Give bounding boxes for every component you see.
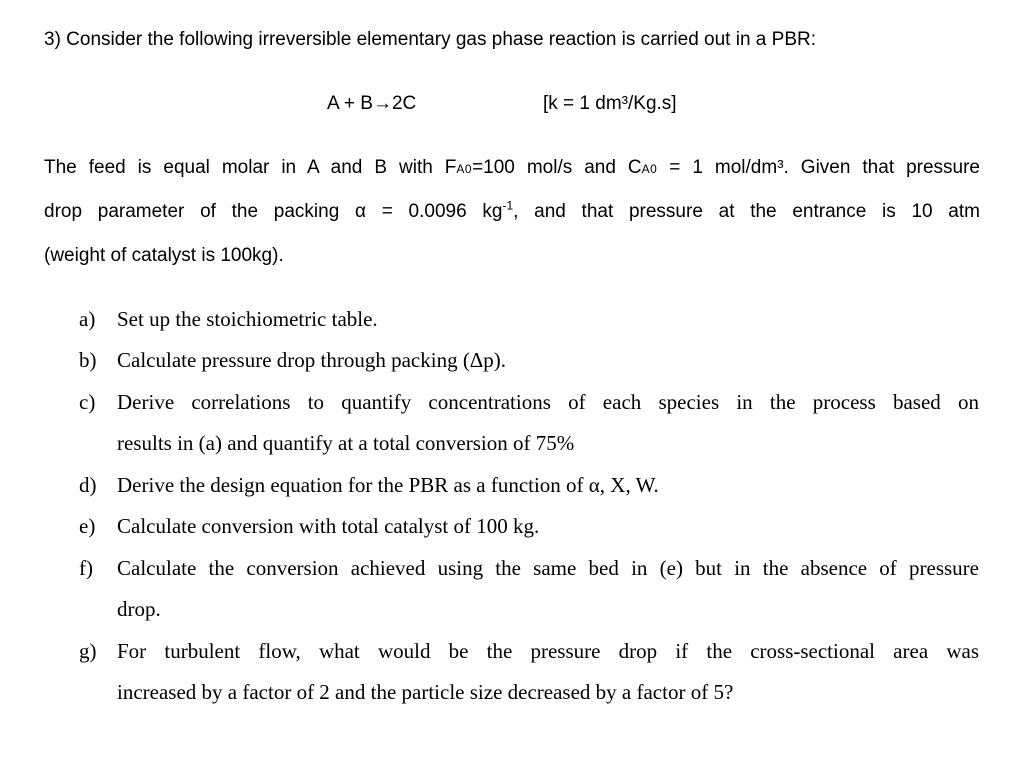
item-text: Calculate the conversion achieved using the same bed in (e) but in the absence of pressure	[117, 556, 979, 580]
item-text-continued: increased by a factor of 2 and the particle size decreased by a factor of 5?	[117, 680, 734, 704]
feed-text: drop parameter of the packing α = 0.0096 kg	[44, 201, 503, 222]
feed-text: The feed is equal molar in A and B with F	[44, 157, 457, 178]
item-label: g)	[79, 639, 97, 663]
feed-subscript: A0	[456, 162, 473, 176]
item-text: For turbulent flow, what would be the pressure drop if the cross-sectional area was	[117, 639, 979, 663]
item-label: e)	[79, 514, 96, 538]
item-label: a)	[79, 307, 96, 331]
question-title: 3) Consider the following irreversible elementary gas phase reaction is carried out in a PBR:	[44, 29, 816, 50]
feed-text: = 1 mol/dm³. Given that pressure	[657, 157, 980, 178]
feed-text: , and that pressure at the entrance is 10 atm	[513, 201, 980, 222]
item-label: c)	[79, 390, 96, 414]
rate-constant: [k = 1 dm³/Kg.s]	[543, 93, 677, 114]
item-text-continued: results in (a) and quantify at a total conversion of 75%	[117, 431, 575, 455]
feed-paragraph-line-3: (weight of catalyst is 100kg).	[44, 245, 284, 266]
feed-paragraph-line-2	[44, 198, 980, 223]
item-text: Derive correlations to quantify concentrations of each species in the process based on	[117, 390, 979, 414]
feed-paragraph-line-1	[44, 157, 980, 179]
feed-subscript: A0	[641, 162, 658, 176]
item-text: Derive the design equation for the PBR as a function of α, X, W.	[117, 473, 659, 497]
item-text: Calculate conversion with total catalyst of 100 kg.	[117, 514, 540, 538]
reaction-equation: A + B→2C	[327, 93, 417, 114]
feed-superscript: -1	[502, 198, 514, 213]
feed-text: =100 mol/s and C	[472, 157, 642, 178]
item-label: b)	[79, 348, 97, 372]
item-text-continued: drop.	[117, 597, 161, 621]
item-text: Calculate pressure drop through packing (Δp).	[117, 348, 507, 372]
item-text: Set up the stoichiometric table.	[117, 307, 378, 331]
item-label: f)	[79, 556, 93, 580]
item-label: d)	[79, 473, 97, 497]
